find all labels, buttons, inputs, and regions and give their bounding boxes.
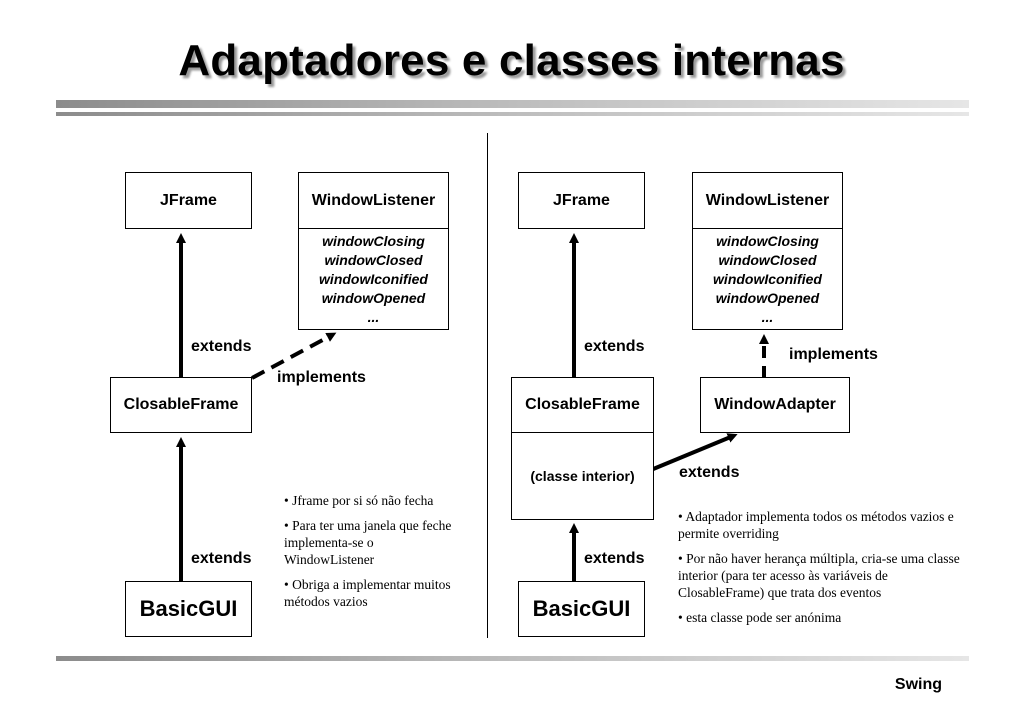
note-item: • Obriga a implementar muitos métodos vazios (284, 577, 451, 609)
method-item: windowClosing (322, 232, 425, 249)
footer-label: Swing (894, 676, 942, 693)
right-basicgui-box: BasicGUI (518, 581, 645, 637)
note-item: • Por não haver herança múltipla, cria-se uma classe interior (para ter acesso às variáveis de ClosableFrame) que trata dos eventos (678, 551, 960, 600)
method-item: windowIconified (319, 270, 428, 287)
method-item: ... (761, 308, 774, 325)
left-jframe-box: JFrame (125, 172, 252, 229)
method-item: windowIconified (713, 270, 822, 287)
left-windowlistener-methods (298, 228, 449, 330)
right-windowlistener-methods (692, 228, 843, 330)
left-notes (284, 492, 459, 618)
note-item: • Adaptador implementa todos os métodos vazios e permite overriding (678, 509, 954, 541)
note-item: • Para ter uma janela que feche implementa-se o WindowListener (284, 518, 452, 567)
method-item: windowOpened (715, 289, 820, 306)
method-item: windowClosed (718, 251, 817, 268)
right-extends-label-top: extends (584, 338, 645, 355)
left-extends-label-top: extends (191, 338, 252, 355)
footer-rule (56, 656, 969, 661)
right-inner-class-box: (classe interior) (511, 432, 654, 520)
note-item: • Jframe por si só não fecha (284, 493, 434, 508)
right-closableframe-box: ClosableFrame (511, 377, 654, 433)
right-jframe-box: JFrame (518, 172, 645, 229)
note-item: • esta classe pode ser anónima (678, 610, 842, 625)
method-item: ... (367, 308, 380, 325)
left-closableframe-box: ClosableFrame (110, 377, 252, 433)
left-implements-label: implements (277, 369, 366, 386)
right-extends-label-inner: extends (679, 464, 740, 481)
method-item: windowOpened (321, 289, 426, 306)
page-title: Adaptadores e classes internas (178, 36, 845, 85)
right-notes (678, 508, 972, 634)
left-windowlistener-box: WindowListener (298, 172, 449, 229)
right-windowlistener-box: WindowListener (692, 172, 843, 229)
left-basicgui-box: BasicGUI (125, 581, 252, 637)
method-item: windowClosing (716, 232, 819, 249)
method-item: windowClosed (324, 251, 423, 268)
right-implements-label: implements (789, 346, 878, 363)
right-windowadapter-box: WindowAdapter (700, 377, 850, 433)
left-extends-label-bottom: extends (191, 550, 252, 567)
right-extends-label-bottom: extends (584, 550, 645, 567)
